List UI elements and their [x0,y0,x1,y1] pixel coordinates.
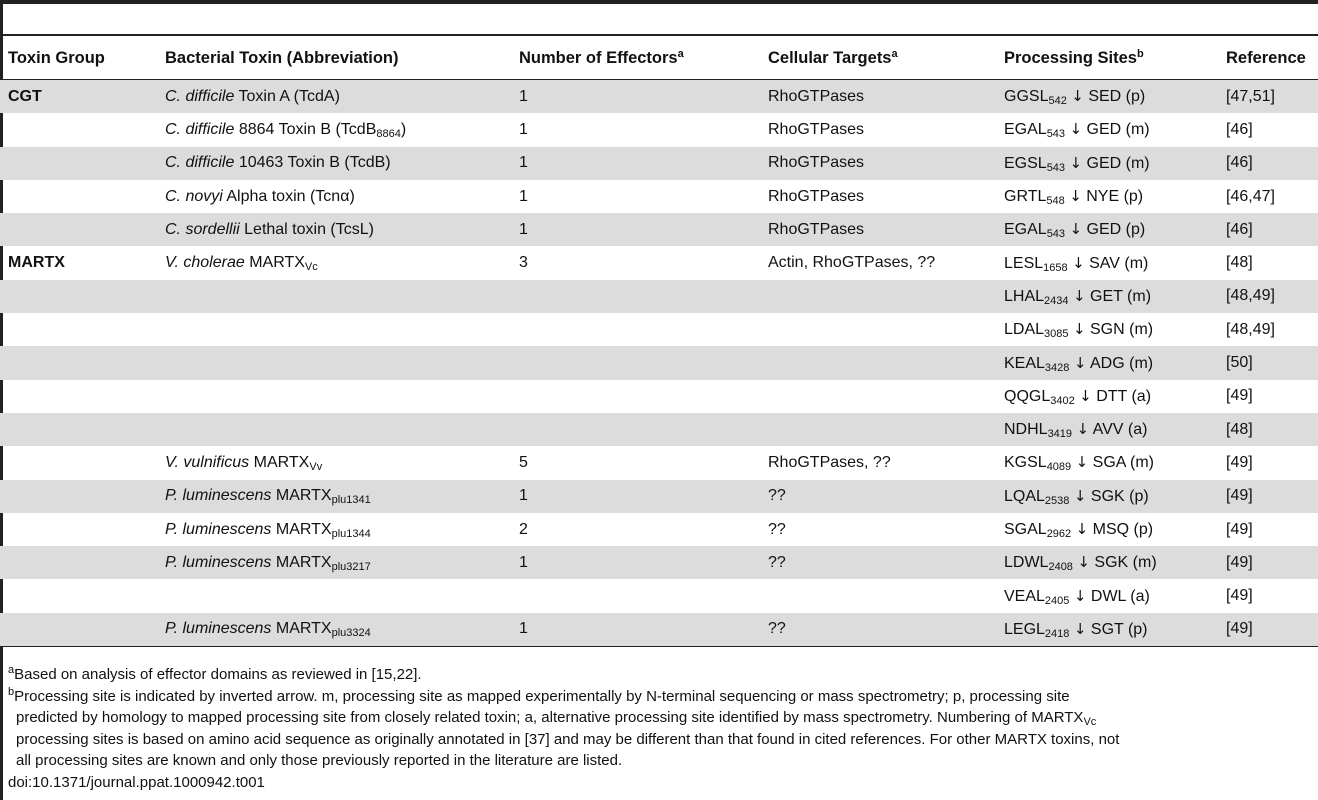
down-arrow-icon: ↓ [1072,286,1086,305]
cell-cellular-targets: ?? [760,546,996,579]
cell-number-of-effectors [511,579,760,612]
down-arrow-icon: ↓ [1077,553,1090,572]
site-position: 542 [1048,95,1067,108]
table-row [0,280,1318,313]
site-suffix: GED (m) [1086,154,1150,172]
cell-reference: [48] [1226,254,1253,272]
cell-number-of-effectors: 3 [519,254,528,272]
cell-toxin-group [0,480,157,513]
site-position: 3402 [1050,394,1075,407]
table-footnotes [8,664,1314,793]
cell-number-of-effectors: 1 [519,187,528,205]
cell-toxin-group [0,280,157,313]
cell-cellular-targets: RhoGTPases [768,120,865,138]
header-processing-sites: Processing Sites$^b$ [996,37,1218,80]
cell-cellular-targets [760,313,996,346]
site-suffix: SED (p) [1088,88,1146,106]
table-row [0,380,1318,413]
cell-processing-site [996,180,1218,213]
cell-number-of-effectors [511,280,760,313]
toxin-name-subscript: plu1344 [331,527,371,540]
cell-processing-site [996,579,1218,612]
cell-processing-site [996,280,1218,313]
cell-reference: [46] [1218,147,1318,180]
cell-reference: [49] [1226,387,1253,405]
header-cellular-targets: Cellular Targets$^a$ [760,37,996,80]
species-name: P. luminescens [165,487,272,505]
site-prefix: LQAL [1004,487,1045,505]
cell-toxin-group [0,213,157,246]
cell-number-of-effectors: 1 [511,80,760,114]
cell-reference: [49] [1226,453,1253,471]
cell-processing-site [996,413,1218,446]
site-prefix: LHAL [1004,287,1045,305]
down-arrow-icon: ↓ [1069,153,1083,172]
site-suffix: ADG (m) [1090,354,1154,372]
toxin-name-subscript: Vc [304,261,318,274]
site-position: 548 [1046,195,1065,208]
cell-processing-site [996,380,1218,413]
toxin-name-tail: ) [400,120,407,138]
cell-number-of-effectors [511,313,760,346]
toxin-name: Alpha toxin (Tcnα) [226,187,355,205]
cell-number-of-effectors: 1 [511,613,760,647]
cell-number-of-effectors: 1 [511,213,760,246]
cell-toxin-group [0,446,157,479]
cell-bacterial-toxin [157,80,511,114]
site-suffix: GED (m) [1086,121,1150,139]
species-name: V. cholerae [165,254,245,272]
cell-processing-site [996,346,1218,379]
cell-processing-site [996,613,1218,647]
cell-toxin-group [0,346,157,379]
toxin-name: 10463 Toxin B (TcdB) [238,154,391,172]
cell-number-of-effectors: 5 [519,453,528,471]
table-row [0,480,1318,513]
site-position: 1658 [1043,261,1068,274]
site-suffix: SGA (m) [1092,454,1154,472]
toxin-name-subscript: plu3324 [331,627,371,640]
site-prefix: LESL [1004,254,1044,272]
cell-bacterial-toxin [157,546,511,579]
toxin-name: Lethal toxin (TcsL) [244,220,374,238]
down-arrow-icon: ↓ [1073,619,1087,638]
down-arrow-icon: ↓ [1073,586,1087,605]
cell-bacterial-toxin [157,113,511,146]
toxin-table [0,37,1318,647]
cell-bacterial-toxin [157,147,511,180]
cell-bacterial-toxin [157,180,511,213]
top-border [0,0,1318,4]
cell-bacterial-toxin [157,413,511,446]
cell-processing-site [996,246,1218,279]
cell-cellular-targets: ?? [768,520,786,538]
toxin-name: MARTX [253,453,310,471]
cell-toxin-group [0,513,157,546]
table-row [0,180,1318,213]
site-suffix: SGN (m) [1090,321,1154,339]
down-arrow-icon: ↓ [1069,220,1083,239]
cell-processing-site [996,147,1218,180]
site-suffix: AVV (a) [1092,421,1148,439]
cell-cellular-targets: RhoGTPases [760,213,996,246]
species-name: C. difficile [165,120,235,138]
cell-processing-site [996,546,1218,579]
cell-toxin-group [0,147,157,180]
cell-bacterial-toxin [157,280,511,313]
cell-number-of-effectors: 1 [511,546,760,579]
down-arrow-icon: ↓ [1073,486,1087,505]
toxin-name: MARTX [275,520,332,538]
cell-toxin-group: CGT [0,80,157,114]
cell-toxin-group [0,413,157,446]
species-name: C. sordellii [165,220,240,238]
cell-bacterial-toxin [157,446,511,479]
toxin-name: MARTX [249,254,305,272]
cell-reference: [49] [1218,546,1318,579]
site-suffix: SGK (m) [1094,554,1157,572]
toxin-name: Toxin A (TcdA) [238,87,340,105]
cell-reference: [48,49] [1226,320,1275,338]
site-prefix: KEAL [1004,354,1045,372]
site-prefix: EGAL [1004,221,1047,239]
cell-bacterial-toxin [157,380,511,413]
cell-reference: [46] [1218,213,1318,246]
down-arrow-icon: ↓ [1075,520,1089,538]
table-row [0,113,1318,146]
cell-number-of-effectors: 1 [511,480,760,513]
cell-number-of-effectors: 1 [519,120,528,138]
site-position: 543 [1046,228,1066,241]
cell-toxin-group [0,313,157,346]
cell-reference: [49] [1226,520,1253,538]
cell-cellular-targets: Actin, RhoGTPases, ?? [768,254,936,272]
down-arrow-icon: ↓ [1071,87,1084,106]
site-position: 2405 [1044,594,1070,607]
site-suffix: SGK (p) [1090,487,1149,505]
species-name: V. vulnificus [165,453,250,471]
cell-number-of-effectors [511,346,760,379]
cell-cellular-targets [760,280,996,313]
species-name: P. luminescens [165,553,272,571]
cell-toxin-group [0,613,157,647]
table-row [0,246,1318,279]
cell-processing-site [996,313,1218,346]
cell-toxin-group [0,380,157,413]
header-reference: Reference [1218,37,1318,80]
cell-reference: [46,47] [1226,187,1275,205]
cell-reference: [47,51] [1218,80,1318,114]
cell-cellular-targets: RhoGTPases [760,80,996,114]
species-name: C. difficile [165,154,235,172]
site-suffix: DWL (a) [1090,587,1150,605]
site-suffix: GED (p) [1086,221,1146,239]
table-row [0,147,1318,180]
table-row [0,579,1318,612]
cell-reference: [46] [1226,120,1253,138]
cell-toxin-group [0,579,157,612]
toxin-name-subscript: Vv [309,460,323,473]
toxin-name: MARTX [275,620,332,638]
site-prefix: LDWL [1004,554,1049,572]
toxin-name-subscript: 8864 [376,127,401,140]
cell-reference: [49] [1218,613,1318,647]
cell-toxin-group [0,180,157,213]
site-position: 2962 [1046,528,1072,540]
down-arrow-icon: ↓ [1069,187,1082,206]
table-row [0,213,1318,246]
cell-cellular-targets: ?? [760,480,996,513]
site-prefix: GRTL [1004,188,1047,206]
header-bacterial-toxin: Bacterial Toxin (Abbreviation) [157,37,511,80]
cell-number-of-effectors: 2 [519,520,528,538]
cell-bacterial-toxin [157,346,511,379]
cell-toxin-group [0,546,157,579]
cell-processing-site [996,80,1218,114]
cell-bacterial-toxin [157,213,511,246]
site-prefix: EGSL [1004,154,1047,172]
cell-reference: [50] [1218,346,1318,379]
cell-cellular-targets: RhoGTPases [760,147,996,180]
table-row [0,446,1318,479]
site-position: 2538 [1044,494,1070,507]
table-header-row [0,37,1318,80]
down-arrow-icon: ↓ [1079,386,1092,405]
site-prefix: GGSL [1004,88,1049,106]
footnote-a: $^a$Based on analysis of effector domains as reviewed in [15,22]. [8,664,422,683]
site-position: 2408 [1048,561,1073,574]
cell-number-of-effectors [511,380,760,413]
site-prefix: KGSL [1004,454,1047,472]
site-prefix: VEAL [1004,587,1045,605]
site-prefix: LDAL [1004,321,1045,339]
footnote-b: $^b$Processing site is indicated by inverted arrow. m, processing site as mapped experimentally by N-terminal sequencing or mass spectrometry; p, processing site predicted by homology to mapped processing site from closely related toxin; a, alternative processing site identified by mass spectrometry. Numbering of $MARTX_{Vc}$ processing sites is based on amino acid sequence as originally annotated in [37] and may be different than that found in cited references. For other MARTX toxins, not all processing sites are known and only those previously reported in the literature are listed. [8,685,1120,769]
cell-toxin-group: MARTX [8,254,65,272]
site-suffix: MSQ (p) [1092,521,1154,538]
site-position: 2434 [1044,294,1069,307]
cell-bacterial-toxin [157,246,511,279]
cell-reference: [49] [1218,480,1318,513]
down-arrow-icon: ↓ [1076,420,1090,439]
toxin-name: MARTX [275,487,332,505]
site-position: 3428 [1044,361,1070,374]
site-position: 3085 [1044,328,1069,341]
site-position: 3419 [1047,428,1073,441]
site-suffix: GET (m) [1090,287,1152,305]
table-row [0,313,1318,346]
doi-line: doi:10.1371/journal.ppat.1000942.t001 [8,773,265,791]
cell-reference: [49] [1226,587,1253,605]
cell-reference: [48,49] [1218,280,1318,313]
site-prefix: LEGL [1004,620,1045,638]
toxin-name: MARTX [275,553,332,571]
header-number-of-effectors: Number of Effectors$^a$ [511,37,760,80]
species-name: C. novyi [165,187,223,205]
species-name: C. difficile [165,87,235,105]
cell-bacterial-toxin [157,613,511,647]
down-arrow-icon: ↓ [1072,320,1086,339]
cell-bacterial-toxin [157,480,511,513]
table-row [0,513,1318,546]
toxin-name-subscript: plu1341 [331,494,371,507]
cell-cellular-targets [760,346,996,379]
table-row [0,613,1318,647]
table-row [0,80,1318,114]
site-position: 543 [1046,161,1066,174]
site-prefix: NDHL [1004,421,1048,439]
cell-cellular-targets [760,413,996,446]
site-prefix: SGAL [1004,521,1047,538]
cell-bacterial-toxin [157,513,511,546]
cell-cellular-targets: RhoGTPases [768,187,865,205]
table-row [0,346,1318,379]
toxin-name-subscript: plu3217 [331,560,371,573]
site-position: 4089 [1046,461,1072,474]
species-name: P. luminescens [165,520,272,538]
cell-processing-site [996,213,1218,246]
cell-processing-site [996,513,1218,546]
cell-processing-site [996,480,1218,513]
site-prefix: EGAL [1004,121,1047,139]
site-position: 543 [1046,128,1066,141]
cell-bacterial-toxin [157,579,511,612]
header-toxin-group: Toxin Group [0,37,157,80]
cell-number-of-effectors: 1 [511,147,760,180]
cell-toxin-group [0,113,157,146]
cell-processing-site [996,446,1218,479]
table-row [0,546,1318,579]
cell-cellular-targets: RhoGTPases, ?? [768,453,891,471]
species-name: P. luminescens [165,620,272,638]
down-arrow-icon: ↓ [1072,253,1085,272]
down-arrow-icon: ↓ [1075,453,1089,472]
site-suffix: DTT (a) [1096,387,1152,405]
site-suffix: NYE (p) [1086,188,1144,206]
cell-processing-site [996,113,1218,146]
down-arrow-icon: ↓ [1073,353,1087,372]
header-separator [0,34,1318,36]
site-suffix: SGT (p) [1090,620,1148,638]
down-arrow-icon: ↓ [1069,120,1083,139]
site-suffix: SAV (m) [1089,254,1149,272]
toxin-name: 8864 Toxin B (TcdB [238,120,377,138]
cell-cellular-targets [760,579,996,612]
cell-bacterial-toxin [157,313,511,346]
cell-cellular-targets: ?? [760,613,996,647]
site-prefix: QQGL [1004,387,1051,405]
cell-number-of-effectors [511,413,760,446]
cell-cellular-targets [760,380,996,413]
cell-reference: [48] [1218,413,1318,446]
table-row [0,413,1318,446]
site-position: 2418 [1044,627,1070,640]
